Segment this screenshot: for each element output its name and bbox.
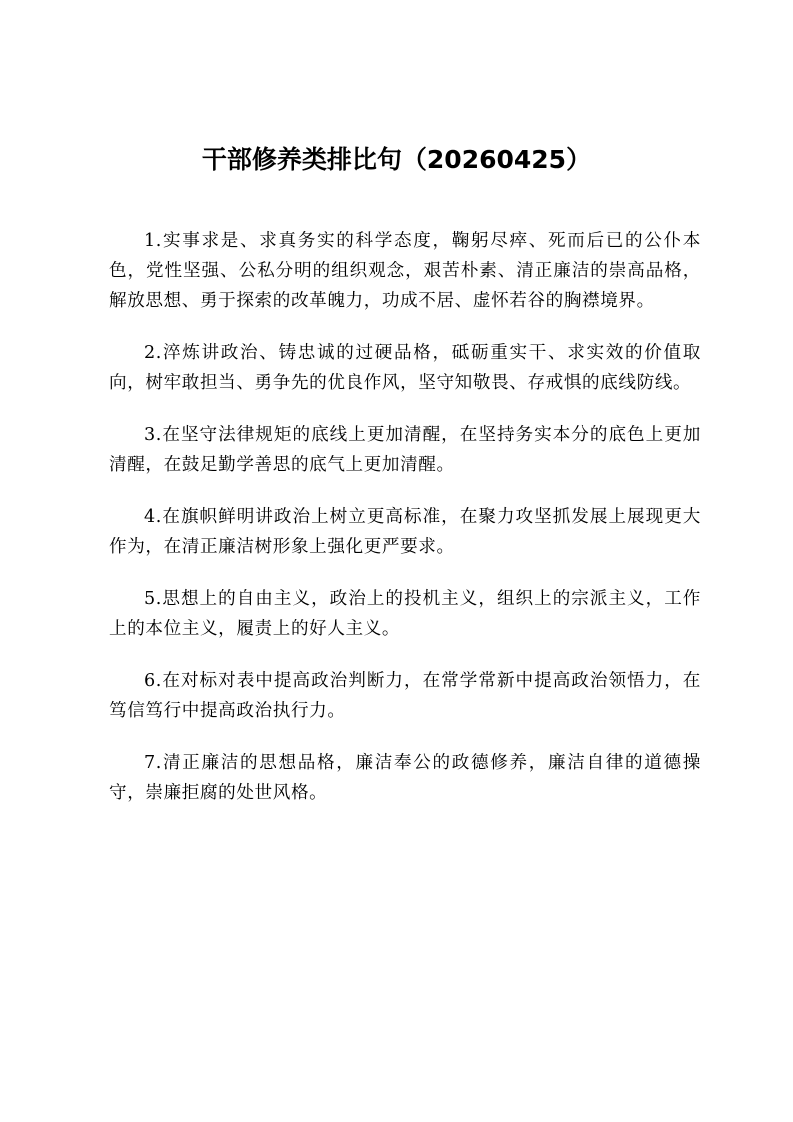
list-item: 5.思想上的自由主义，政治上的投机主义，组织上的宗派主义，工作上的本位主义，履责上的好人主义。 xyxy=(109,589,701,639)
list-item: 1.实事求是、求真务实的科学态度，鞠躬尽瘁、死而后已的公仆本色，党性坚强、公私分明的组织观念，艰苦朴素、清正廉洁的崇高品格，解放思想、勇于探索的改革魄力，功成不居、虚怀若谷的胸襟境界。 xyxy=(109,231,701,311)
list-item: 7.清正廉洁的思想品格，廉洁奉公的政德修养，廉洁自律的道德操守，崇廉拒腐的处世风格。 xyxy=(109,753,701,803)
list-item: 6.在对标对表中提高政治判断力，在常学常新中提高政治领悟力，在笃信笃行中提高政治执行力。 xyxy=(109,671,701,721)
list-item: 4.在旗帜鲜明讲政治上树立更高标准，在聚力攻坚抓发展上展现更大作为，在清正廉洁树形象上强化更严要求。 xyxy=(109,507,701,557)
list-item: 2.淬炼讲政治、铸忠诚的过硬品格，砥砺重实干、求实效的价值取向，树牢敢担当、勇争先的优良作风，坚守知敬畏、存戒惧的底线防线。 xyxy=(109,343,701,393)
list-item: 3.在坚守法律规矩的底线上更加清醒，在坚持务实本分的底色上更加清醒，在鼓足勤学善思的底气上更加清醒。 xyxy=(109,425,701,475)
document-title: 干部修养类排比句（20260425） xyxy=(201,145,592,174)
item-list xyxy=(109,226,701,830)
